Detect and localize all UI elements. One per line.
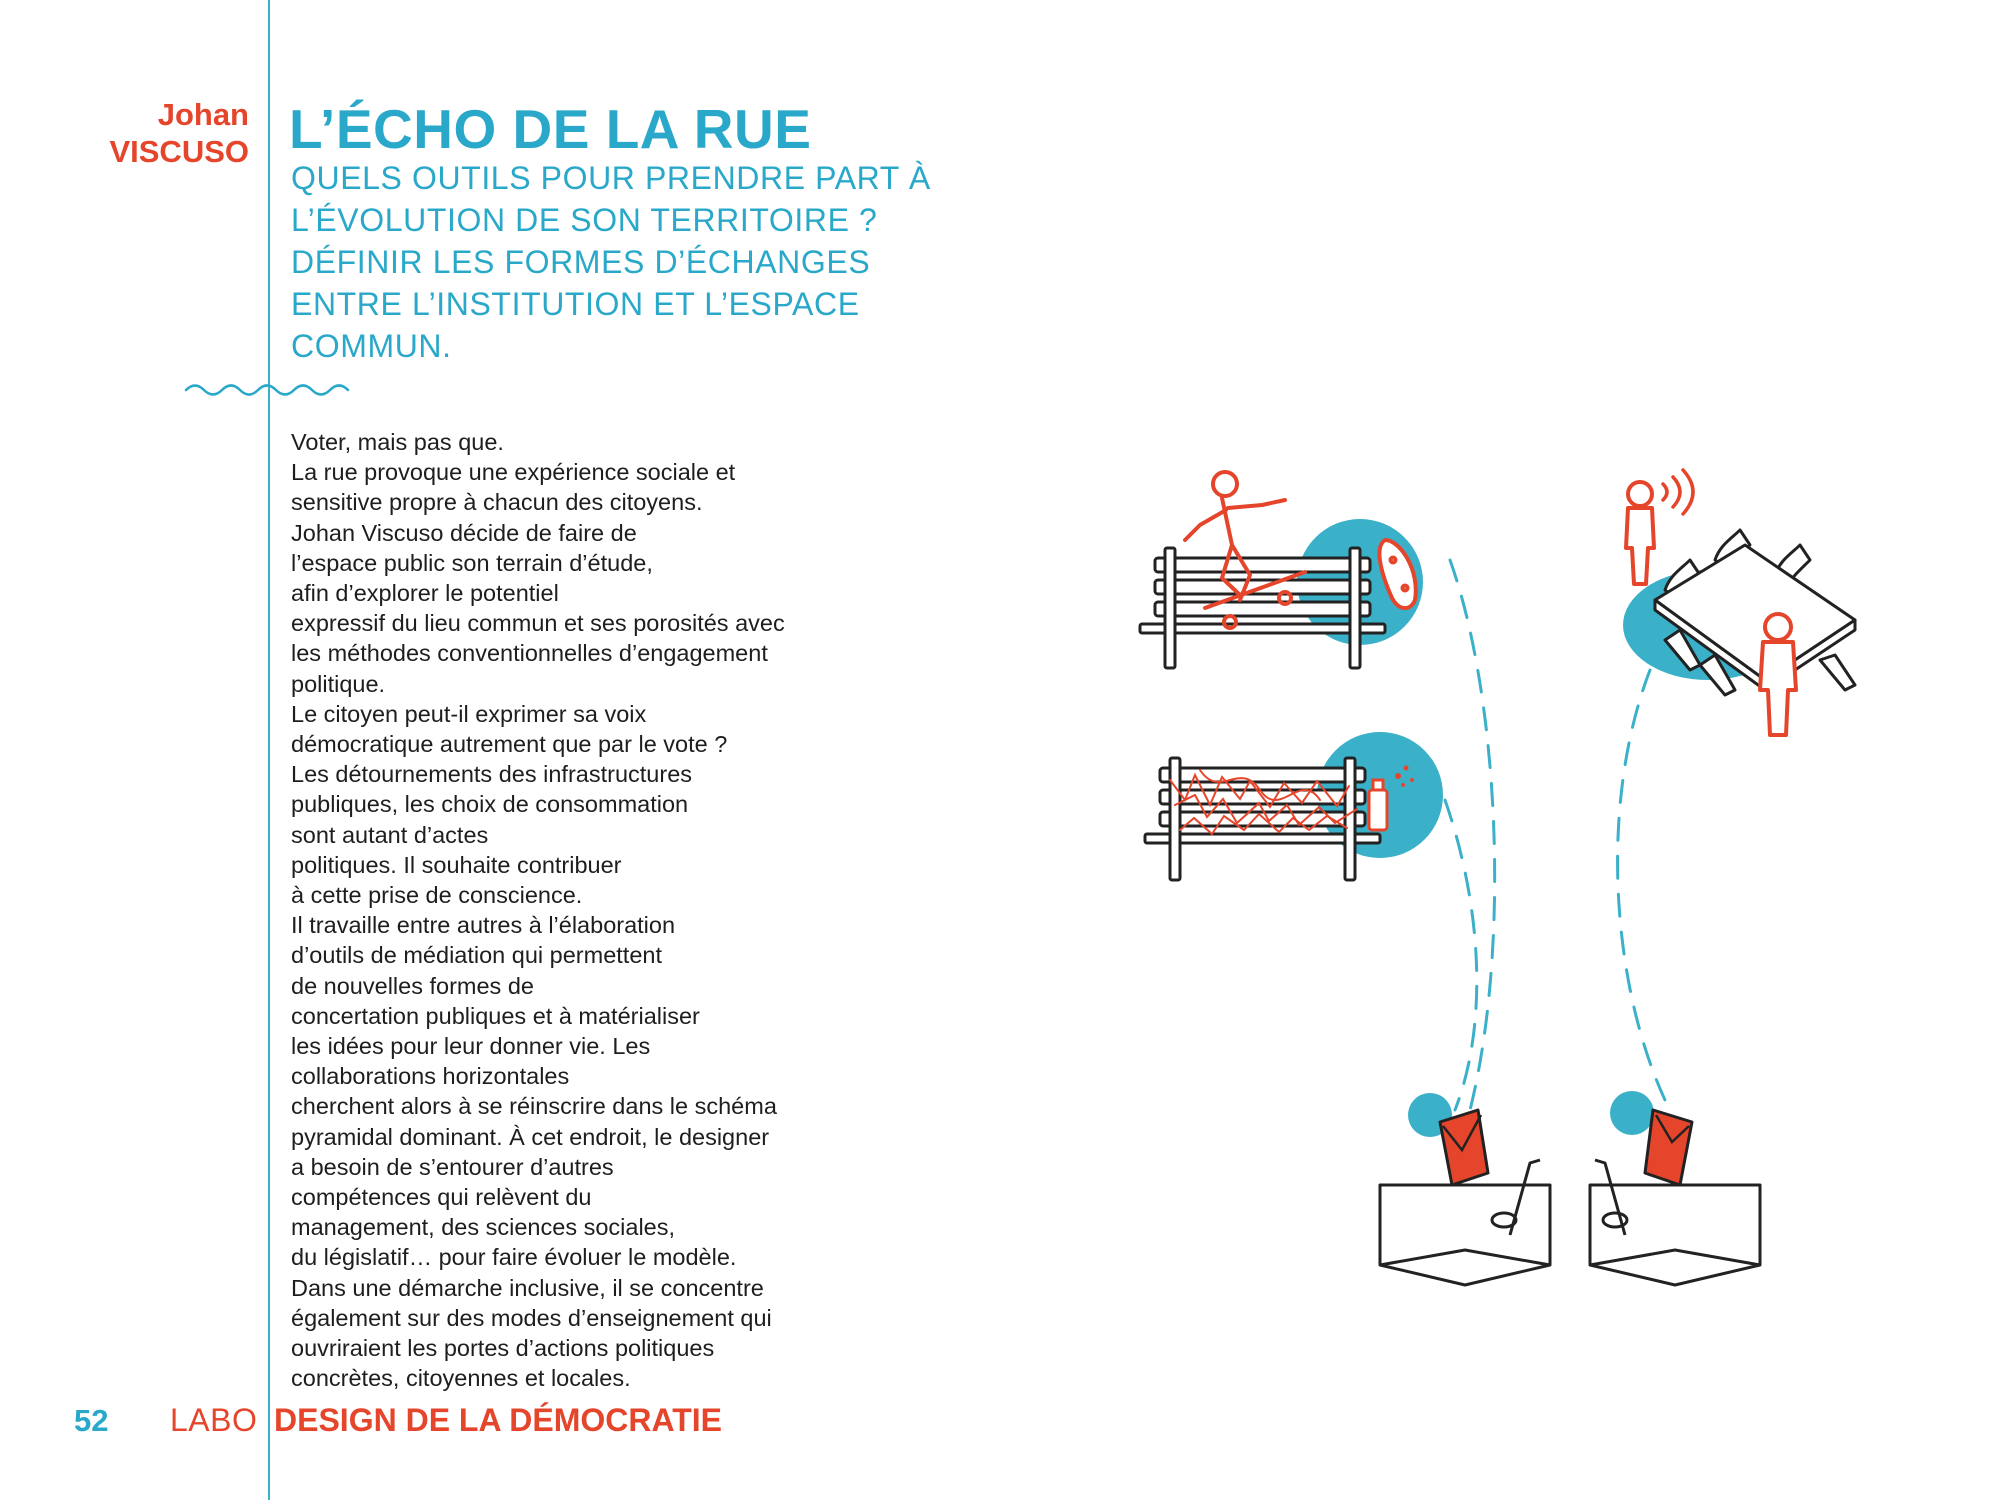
body-line: les idées pour leur donner vie. Les: [291, 1033, 651, 1060]
body-line: Le citoyen peut-il exprimer sa voix: [291, 700, 647, 727]
subtitle-line: DÉFINIR LES FORMES D’ÉCHANGES: [291, 244, 871, 280]
body-line: les méthodes conventionnelles d’engagement: [291, 640, 768, 667]
subtitle: [291, 157, 931, 367]
body-line: sont autant d’actes: [291, 821, 489, 848]
body-line: La rue provoque une expérience sociale et: [291, 459, 736, 486]
vertical-rule: [268, 0, 270, 1500]
body-line: Il travaille entre autres à l’élaboration: [291, 912, 676, 939]
footer-section-title: DESIGN DE LA DÉMOCRATIE: [274, 1402, 723, 1438]
body-line: d’outils de médiation qui permettent: [291, 942, 662, 969]
body-line: concertation publiques et à matérialiser: [291, 1002, 700, 1029]
body-line: de nouvelles formes de: [291, 972, 534, 999]
wave-divider: [184, 380, 362, 400]
body-line: compétences qui relèvent du: [291, 1184, 592, 1211]
subtitle-line: COMMUN.: [291, 328, 452, 364]
body-line: l’espace public son terrain d’étude,: [291, 549, 653, 576]
body-line: publiques, les choix de consommation: [291, 791, 689, 818]
body-line: cherchent alors à se réinscrire dans le schéma: [291, 1093, 777, 1120]
skateboarder-on-bench-icon: [1140, 472, 1423, 668]
body-line: expressif du lieu commun et ses porosités avec: [291, 610, 785, 637]
page-title: L’ÉCHO DE LA RUE: [289, 98, 812, 160]
illustration: [1100, 450, 1920, 1320]
body-line: afin d’explorer le potentiel: [291, 580, 559, 607]
body-line: concrètes, citoyennes et locales.: [291, 1365, 631, 1392]
body-line: collaborations horizontales: [291, 1063, 570, 1090]
body-line: démocratique autrement que par le vote ?: [291, 731, 728, 758]
body-line: politiques. Il souhaite contribuer: [291, 851, 622, 878]
graffiti-bench-icon: [1145, 732, 1443, 880]
body-line: Johan Viscuso décide de faire de: [291, 519, 637, 546]
author-last-name: VISCUSO: [109, 134, 249, 169]
ballot-box-left-icon: [1380, 1093, 1550, 1285]
body-line: politique.: [291, 670, 386, 697]
body-line: a besoin de s’entourer d’autres: [291, 1153, 614, 1180]
subtitle-line: L’ÉVOLUTION DE SON TERRITOIRE ?: [291, 202, 878, 238]
body-line: management, des sciences sociales,: [291, 1214, 676, 1241]
author-first-name: Johan: [157, 97, 249, 132]
body-text: [291, 427, 891, 1394]
subtitle-line: ENTRE L’INSTITUTION ET L’ESPACE: [291, 286, 860, 322]
body-line: Dans une démarche inclusive, il se concentre: [291, 1274, 764, 1301]
body-line: pyramidal dominant. À cet endroit, le designer: [291, 1123, 770, 1150]
body-line: également sur des modes d’enseignement qui: [291, 1304, 772, 1331]
body-line: du législatif… pour faire évoluer le modèle.: [291, 1244, 737, 1271]
ballot-box-right-icon: [1590, 1091, 1760, 1285]
body-line: Voter, mais pas que.: [291, 429, 504, 455]
page-number: 52: [74, 1403, 109, 1438]
subtitle-line: QUELS OUTILS POUR PRENDRE PART À: [291, 160, 931, 196]
footer-labo: LABO: [170, 1402, 258, 1438]
body-line: ouvriraient les portes d’actions politiques: [291, 1335, 715, 1362]
body-line: à cette prise de conscience.: [291, 882, 583, 909]
body-line: sensitive propre à chacun des citoyens.: [291, 489, 703, 516]
meeting-table-icon: [1623, 470, 1855, 735]
body-line: Les détournements des infrastructures: [291, 761, 693, 788]
author-name: [109, 96, 249, 170]
